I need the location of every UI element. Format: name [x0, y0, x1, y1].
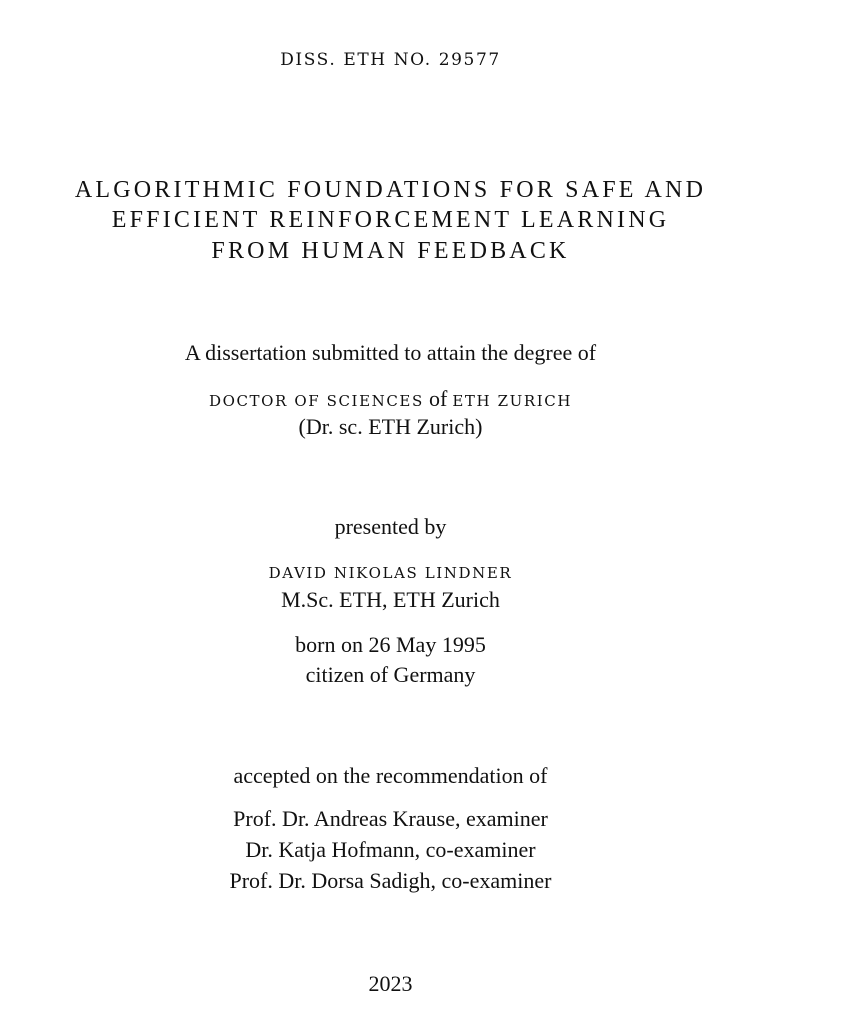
author-name: DAVID NIKOLAS LINDNER — [268, 564, 513, 582]
degree-title: DOCTOR OF SCIENCES — [208, 392, 424, 410]
author-qualification: M.Sc. ETH, ETH Zurich — [281, 587, 500, 612]
degree-institution: ETH ZURICH — [452, 392, 573, 410]
author-birth: born on 26 May 1995 — [295, 632, 486, 657]
committee-member: Prof. Dr. Andreas Krause, examiner — [233, 806, 548, 831]
dissertation-number: DISS. ETH NO. 29577 — [280, 50, 501, 70]
degree-intro: A dissertation submitted to attain the degree of — [184, 340, 597, 365]
author-citizenship: citizen of Germany — [305, 662, 476, 687]
degree-abbreviation: (Dr. sc. ETH Zurich) — [298, 414, 483, 439]
title-line-3: FROM HUMAN FEEDBACK — [211, 238, 570, 264]
degree-name — [0, 386, 781, 412]
presented-by: presented by — [334, 514, 447, 539]
committee-member: Prof. Dr. Dorsa Sadigh, co-examiner — [229, 868, 552, 893]
year: 2023 — [368, 971, 413, 996]
title-line-1: ALGORITHMIC FOUNDATIONS FOR SAFE AND — [74, 177, 707, 203]
degree-of: of — [428, 386, 448, 411]
committee-intro: accepted on the recommendation of — [233, 763, 548, 788]
committee-member: Dr. Katja Hofmann, co-examiner — [245, 837, 536, 862]
title-line-2: EFFICIENT REINFORCEMENT LEARNING — [111, 207, 670, 233]
